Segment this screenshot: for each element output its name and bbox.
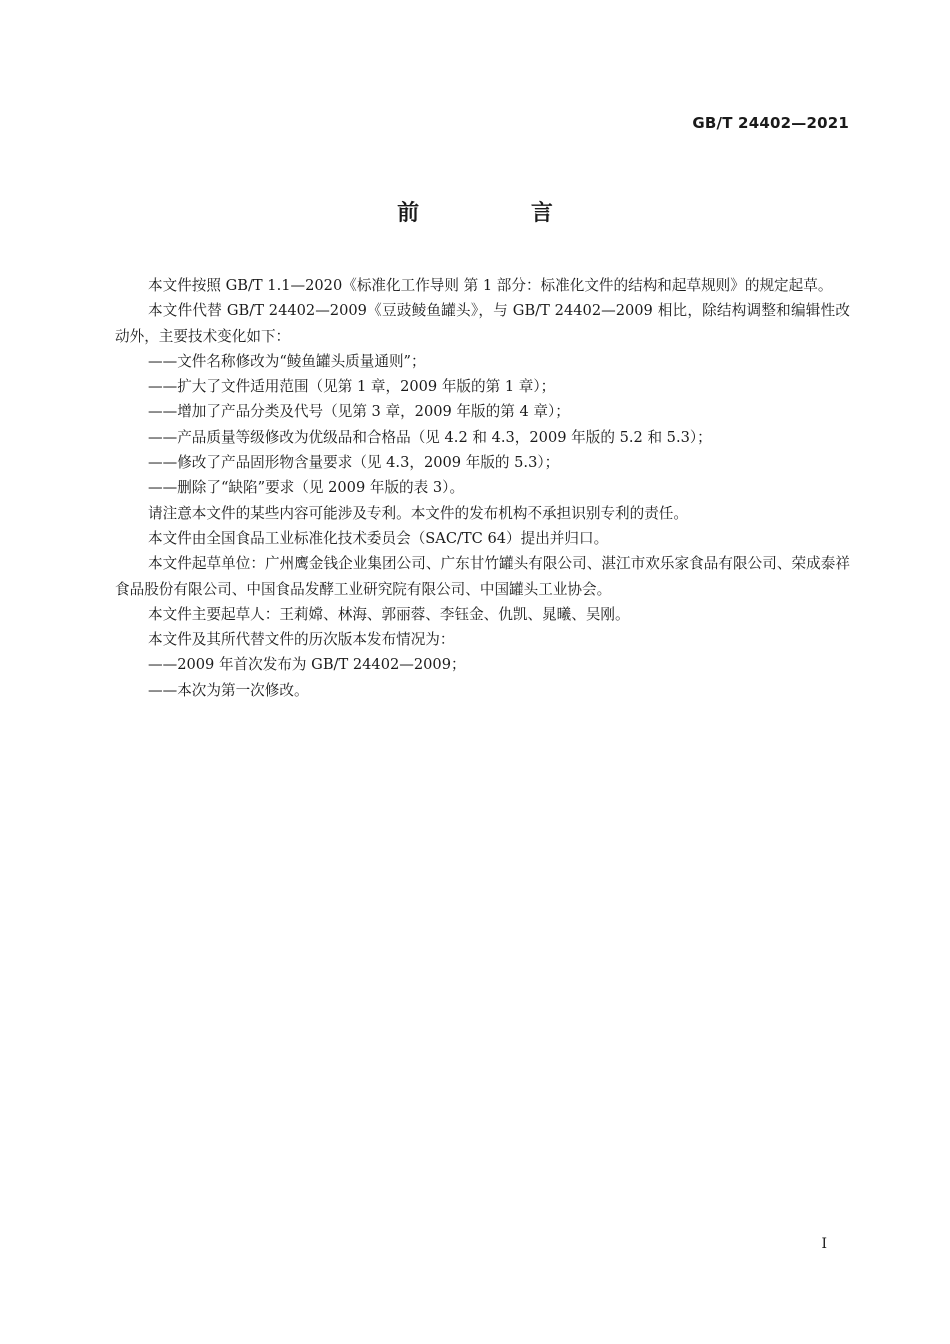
list-item: ——文件名称修改为“鲮鱼罐头质量通则”； <box>148 352 426 370</box>
list-item: ——2009 年首次发布为 GB/T 24402—2009； <box>148 656 466 674</box>
standard-number: GB/T 24402—2021 <box>692 114 849 132</box>
paragraph-patent-notice: 请注意本文件的某些内容可能涉及专利。本文件的发布机构不承担识别专利的责任。 <box>148 504 688 522</box>
list-item: ——产品质量等级修改为优级品和合格品（见 4.2 和 4.3，2009 年版的 5.2 和 5.3）； <box>148 428 712 446</box>
paragraph-drafting-units: 本文件起草单位：广州鹰金钱企业集团公司、广东甘竹罐头有限公司、湛江市欢乐家食品有限公司、荣成泰祥食品股份有限公司、中国食品发酵工业研究院有限公司、中国罐头工业协会。 <box>115 555 850 598</box>
page-title: 前 言 <box>397 201 605 226</box>
foreword-body <box>115 273 850 703</box>
paragraph-version-history: 本文件及其所代替文件的历次版本发布情况为： <box>148 631 455 649</box>
paragraph-drafters: 本文件主要起草人：王莉嫦、林海、郭丽蓉、李钰金、仇凯、晁曦、吴刚。 <box>148 605 630 623</box>
paragraph-replacement: 本文件代替 GB/T 24402—2009《豆豉鲮鱼罐头》，与 GB/T 24402—2009 相比，除结构调整和编辑性改动外，主要技术变化如下： <box>115 302 850 345</box>
paragraph-drafting-basis: 本文件按照 GB/T 1.1—2020《标准化工作导则 第 1 部分：标准化文件的结构和起草规则》的规定起草。 <box>148 277 833 294</box>
page-number: I <box>821 1236 827 1252</box>
list-item: ——扩大了文件适用范围（见第 1 章，2009 年版的第 1 章）； <box>148 378 556 396</box>
list-item: ——增加了产品分类及代号（见第 3 章，2009 年版的第 4 章）； <box>148 403 570 421</box>
list-item: ——修改了产品固形物含量要求（见 4.3，2009 年版的 5.3）； <box>148 454 560 472</box>
paragraph-proposer: 本文件由全国食品工业标准化技术委员会（SAC/TC 64）提出并归口。 <box>148 529 609 547</box>
list-item: ——删除了“缺陷”要求（见 2009 年版的表 3）。 <box>148 479 465 497</box>
list-item: ——本次为第一次修改。 <box>148 681 309 699</box>
